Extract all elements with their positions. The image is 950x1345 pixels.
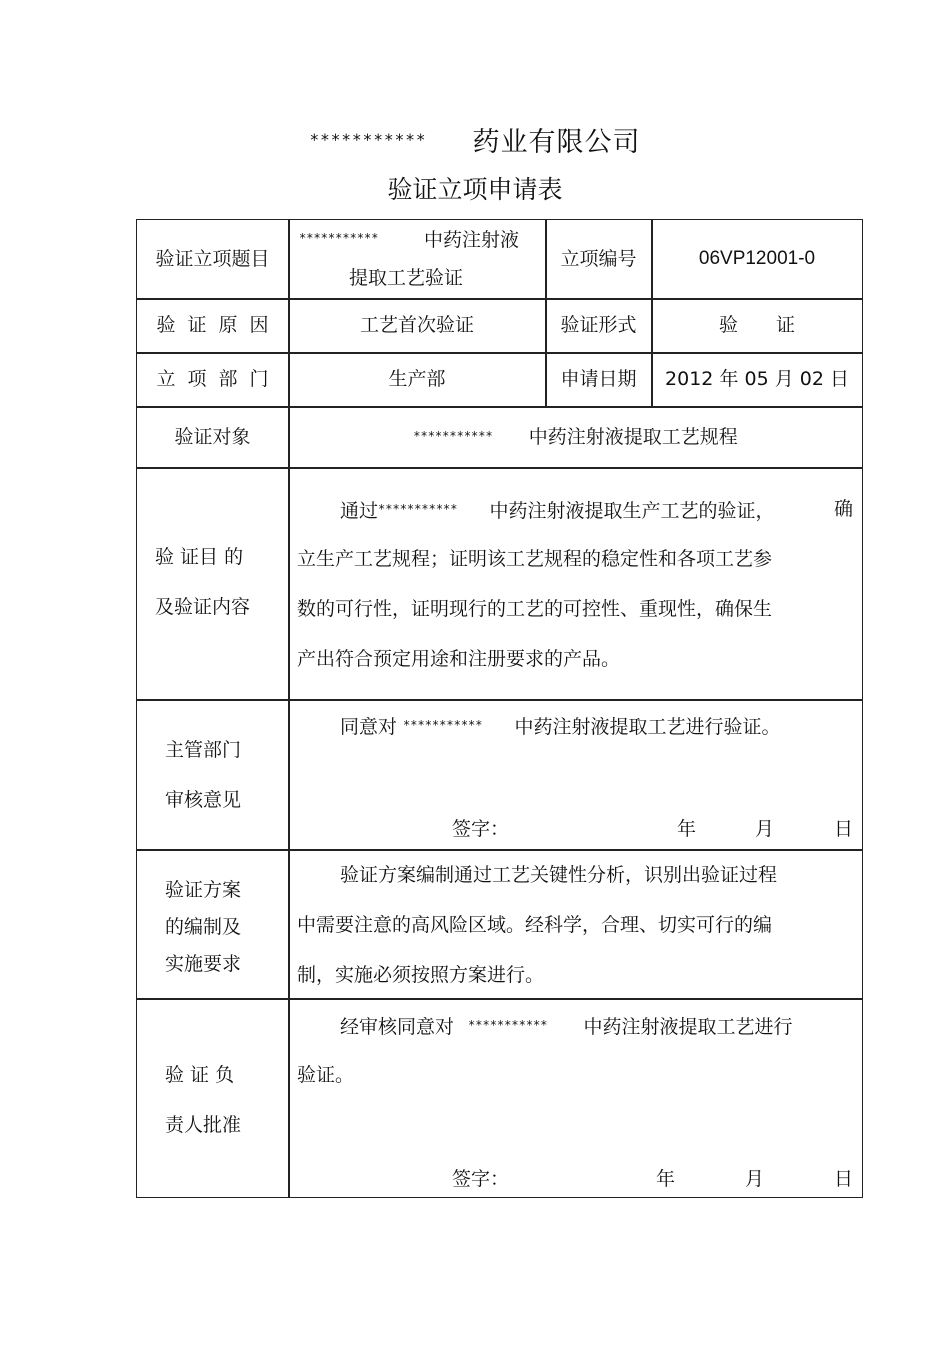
approval-month: 月 (745, 1168, 765, 1190)
date-value: 2012 年 05 月 02 日 (665, 368, 849, 391)
review-prefix: 同意对 (340, 716, 398, 738)
review-label (137, 700, 288, 849)
review-label-line1: 主管部门 (165, 739, 242, 761)
code-label: 立项编号 (560, 247, 637, 270)
purpose-line1-prefix: 通过 (340, 500, 379, 522)
reason-label: 验 证 原 因 (156, 314, 269, 337)
approval-sign-label: 签字： (452, 1168, 510, 1190)
review-sign-label: 签字： (452, 818, 510, 840)
company-name-mask: *********** (309, 130, 427, 149)
purpose-line4: 产出符合预定用途和注册要求的产品。 (297, 648, 621, 670)
plan-line3: 制，实施必须按照方案进行。 (297, 964, 545, 986)
topic-value (289, 220, 545, 298)
approval-line2: 验证。 (297, 1064, 355, 1086)
plan-label (137, 850, 288, 998)
department-value: 生产部 (388, 368, 446, 391)
company-header (0, 120, 950, 159)
purpose-line2: 立生产工艺规程；证明该工艺规程的稳定性和各项工艺参 (297, 548, 773, 570)
object-stars: *********** (413, 429, 493, 444)
plan-line2: 中需要注意的高风险区域。经科学，合理、切实可行的编 (297, 914, 773, 936)
validation-form-label: 验证形式 (560, 314, 637, 337)
purpose-label (137, 468, 288, 699)
review-label-line2: 审核意见 (165, 789, 242, 811)
approval-day: 日 (834, 1168, 854, 1190)
purpose-line1-end: 确 (834, 498, 854, 520)
review-day: 日 (834, 818, 854, 840)
review-month: 月 (755, 818, 775, 840)
topic-value-line2: 提取工艺验证 (349, 267, 464, 289)
validation-form-value: 验 证 (718, 314, 795, 337)
approval-label-line1: 验 证 负 (165, 1064, 235, 1086)
topic-label: 验证立项题目 (155, 247, 270, 270)
approval-label-line2: 责人批准 (165, 1114, 242, 1136)
plan-label-line3: 实施要求 (165, 953, 242, 975)
reason-value: 工艺首次验证 (359, 314, 474, 337)
review-opinion (340, 700, 781, 752)
department-label: 立 项 部 门 (156, 368, 269, 391)
approval-prefix: 经审核同意对 (340, 1016, 455, 1038)
object-text: 中药注射液提取工艺规程 (528, 425, 738, 448)
approval-year: 年 (656, 1168, 676, 1190)
object-value (289, 407, 862, 467)
purpose-label-line1: 验 证目 的 (155, 546, 244, 568)
date-label: 申请日期 (560, 368, 637, 391)
purpose-label-line2: 及验证内容 (155, 596, 251, 618)
purpose-line1-text: 中药注射液提取生产工艺的验证， (489, 500, 775, 522)
topic-stars: *********** (299, 231, 379, 245)
purpose-stars: *********** (378, 502, 458, 516)
plan-label-line2: 的编制及 (165, 916, 242, 938)
purpose-line3: 数的可行性，证明现行的工艺的可控性、重现性，确保生 (297, 598, 773, 620)
object-label: 验证对象 (174, 425, 251, 448)
plan-label-line1: 验证方案 (165, 879, 242, 901)
approval-stars: *********** (468, 1018, 548, 1032)
review-year: 年 (677, 818, 697, 840)
topic-value-line1: 中药注射液 (424, 229, 520, 251)
review-text: 中药注射液提取工艺进行验证。 (514, 716, 781, 738)
company-name: 药业有限公司 (472, 127, 641, 158)
approval-text: 中药注射液提取工艺进行 (583, 1016, 793, 1038)
plan-line1: 验证方案编制通过工艺关键性分析，识别出验证过程 (340, 864, 778, 886)
purpose-line1 (340, 484, 775, 536)
form-title: 验证立项申请表 (387, 175, 563, 204)
approval-label (137, 999, 288, 1197)
approval-line1 (340, 1000, 793, 1052)
review-stars: *********** (403, 718, 483, 732)
code-value: 06VP12001-0 (698, 247, 816, 269)
